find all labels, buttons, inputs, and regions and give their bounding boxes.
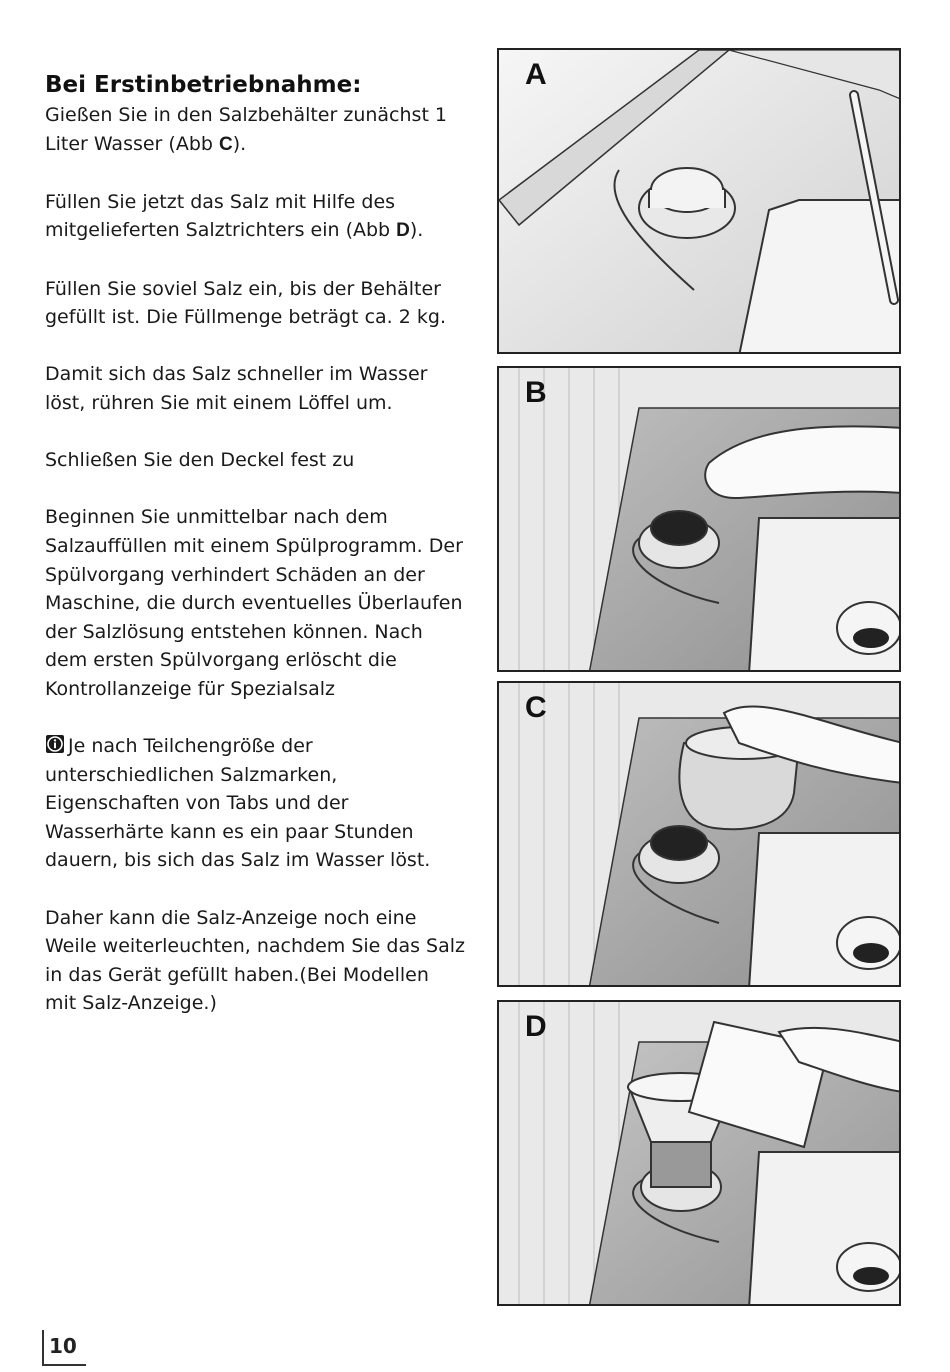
- info-icon: [45, 734, 65, 754]
- paragraph-text: Je nach Teilchengröße der unterschiedlichen Salzmarken, Eigenschaften von Tabs und der Wasserhärte kann es ein paar Stunden dauern, bis sich das Salz im Wasser löst.: [45, 735, 431, 872]
- figure-ref: C: [218, 133, 233, 155]
- paragraph-funnel: [45, 188, 465, 246]
- page-number: 10: [49, 1334, 77, 1358]
- paragraph-indicator: Daher kann die Salz-Anzeige noch eine Weile weiterleuchten, nachdem Sie das Salz in das Gerät gefüllt haben.(Bei Modellen mit Salz-Anzeige.): [45, 906, 466, 1015]
- figure-a: [497, 48, 901, 354]
- section-heading: Bei Erstinbetriebnahme:: [45, 72, 362, 98]
- paragraph-water: [45, 101, 465, 159]
- figure-d: [497, 1000, 901, 1306]
- paragraph-stir: Damit sich das Salz schneller im Wasser löst, rühren Sie mit einem Löffel um.: [45, 363, 428, 414]
- figure-b: [497, 366, 901, 672]
- paragraph-info: [45, 732, 465, 875]
- paragraph-close-lid: Schließen Sie den Deckel fest zu: [45, 449, 355, 472]
- figure-c-illustration: [499, 683, 901, 987]
- figure-label: C: [525, 691, 547, 724]
- paragraph-text-end: ).: [409, 219, 424, 242]
- paragraph-text-end: ).: [232, 132, 247, 155]
- figure-c: [497, 681, 901, 987]
- figure-a-illustration: [499, 50, 901, 354]
- page-number-box: [42, 1330, 86, 1366]
- figure-b-illustration: [499, 368, 901, 672]
- figure-label: D: [525, 1010, 547, 1043]
- figure-label: A: [525, 58, 547, 91]
- figure-ref: D: [396, 220, 410, 242]
- figure-d-illustration: [499, 1002, 901, 1306]
- paragraph-rinse-program: Beginnen Sie unmittelbar nach dem Salzauffüllen mit einem Spülprogramm. Der Spülvorgang verhindert Schäden an der Maschine, die durch eventuelles Überlaufen der Salzlösung entstehen können. Nach dem ersten Spülvorgang erlöscht die Kontrollanzeige für Spezialsalz: [45, 506, 463, 700]
- paragraph-text: Gießen Sie in den Salzbehälter zunächst 1 Liter Wasser (Abb: [45, 104, 448, 155]
- figure-label: B: [525, 376, 547, 409]
- paragraph-text: Füllen Sie jetzt das Salz mit Hilfe des mitgelieferten Salztrichters ein (Abb: [45, 190, 397, 242]
- text-column: [45, 70, 465, 1047]
- paragraph-amount: Füllen Sie soviel Salz ein, bis der Behälter gefüllt ist. Die Füllmenge beträgt ca. 2 kg.: [45, 277, 446, 329]
